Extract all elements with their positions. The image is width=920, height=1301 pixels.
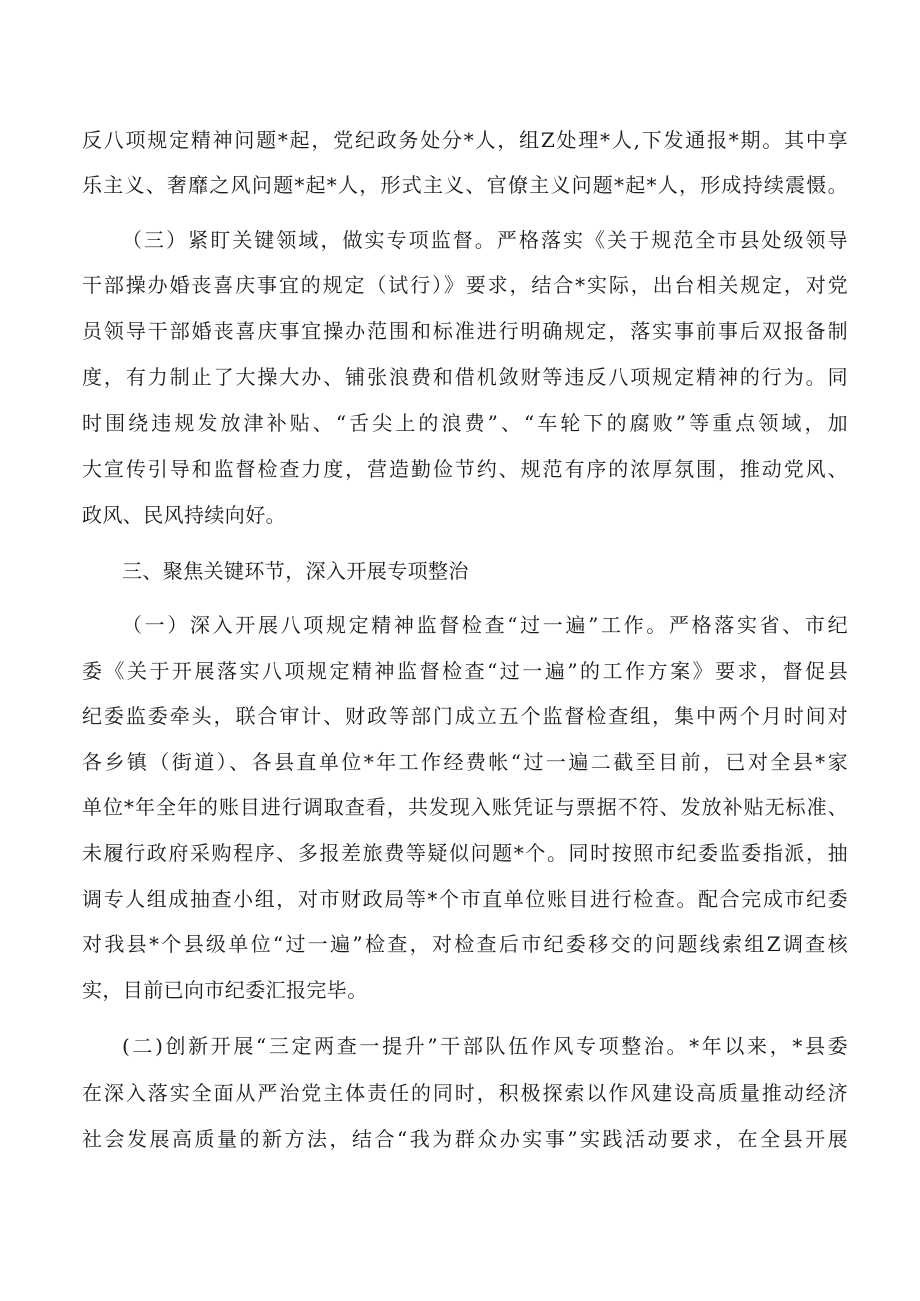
paragraph-line: 实，目前已向市纪委汇报完毕。 xyxy=(82,978,368,1002)
paragraph-line: 反八项规定精神问题*起，党纪政务处分*人，组Z处理*人,下发通报*期。其中享 xyxy=(82,128,848,152)
paragraph-line: 社会发展高质量的新方法，结合“我为群众办实事”实践活动要求，在全县开展 xyxy=(82,1127,848,1151)
paragraph-line: 各乡镇（街道）、各县直单位*年工作经费帐“过一遍二截至目前，已对全县*家 xyxy=(82,750,848,774)
paragraph-line: 未履行政府采购程序、多报差旅费等疑似问题*个。同时按照市纪委监委指派，抽 xyxy=(82,841,848,865)
paragraph-line: 度，有力制止了大操大办、铺张浪费和借机敛财等违反八项规定精神的行为。同 xyxy=(82,365,848,389)
paragraph-line: 时围绕违规发放津补贴、“舌尖上的浪费”、“车轮下的腐败”等重点领域，加 xyxy=(82,411,848,435)
paragraph-line: 纪委监委牵头，联合审计、财政等部门成立五个监督检查组，集中两个月时间对 xyxy=(82,704,848,728)
paragraph-line: （一）深入开展八项规定精神监督检查“过一遍”工作。严格落实省、市纪 xyxy=(122,613,848,637)
paragraph-line: 对我县*个县级单位“过一遍”检查，对检查后市纪委移交的问题线索组Z调查核 xyxy=(82,932,848,956)
paragraph-line: 员领导干部婚丧喜庆事宜操办范围和标准进行明确规定，落实事前事后双报备制 xyxy=(82,319,848,343)
section-heading: 三、聚焦关键环节，深入开展专项整治 xyxy=(122,559,469,583)
paragraph-line: （三）紧盯关键领域，做实专项监督。严格落实《关于规范全市县处级领导 xyxy=(122,228,848,252)
paragraph-line: 乐主义、奢靡之风问题*起*人，形式主义、官僚主义问题*起*人，形成持续震慑。 xyxy=(82,173,848,197)
paragraph-line: (二)创新开展“三定两查一提升”干部队伍作风专项整治。*年以来，*县委 xyxy=(122,1034,848,1058)
paragraph-line: 在深入落实全面从严治党主体责任的同时，积极探索以作风建设高质量推动经济 xyxy=(82,1081,848,1105)
paragraph-line: 干部操办婚丧喜庆事宜的规定（试行）》要求，结合*实际，出台相关规定，对党 xyxy=(82,273,848,297)
paragraph-line: 政风、民风持续向好。 xyxy=(82,503,286,527)
paragraph-line: 调专人组成抽查小组，对市财政局等*个市直单位账目进行检查。配合完成市纪委 xyxy=(82,887,848,911)
paragraph-line: 委《关于开展落实八项规定精神监督检查“过一遍”的工作方案》要求，督促县 xyxy=(82,659,848,683)
paragraph-line: 大宣传引导和监督检查力度，营造勤俭节约、规范有序的浓厚氛围，推动党风、 xyxy=(82,457,848,481)
paragraph-line: 单位*年全年的账目进行调取查看，共发现入账凭证与票据不符、发放补贴无标准、 xyxy=(82,795,848,819)
